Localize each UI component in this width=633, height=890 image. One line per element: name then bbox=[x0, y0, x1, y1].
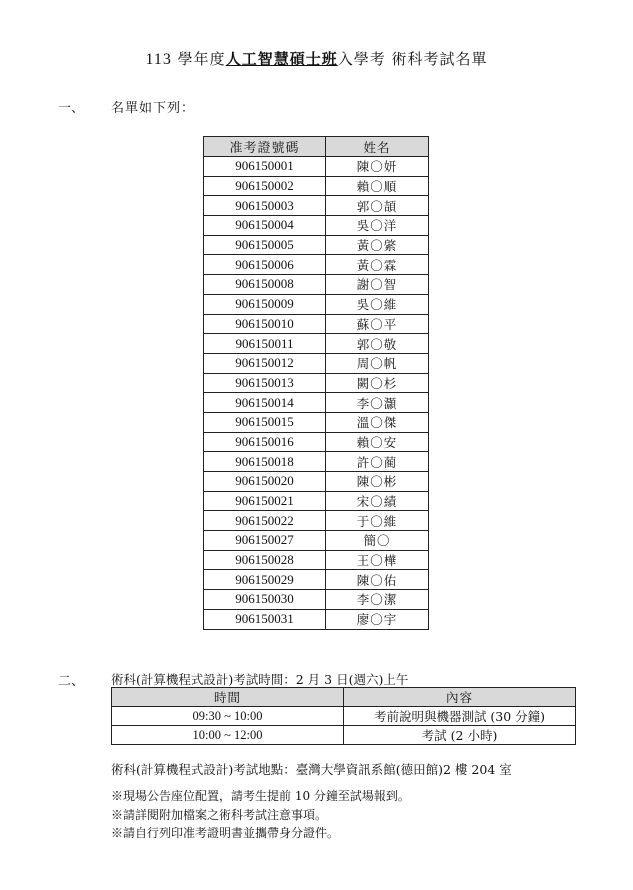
roster-table bbox=[203, 136, 429, 630]
roster-row bbox=[204, 373, 429, 393]
note-item: ※請詳閱附加檔案之術科考試注意事項。 bbox=[111, 807, 328, 822]
note-item: ※請自行列印准考證明書並攜帶身分證件。 bbox=[111, 826, 340, 840]
roster-row bbox=[204, 609, 429, 629]
exam-number-cell: 906150018 bbox=[204, 452, 326, 472]
schedule-header-time: 時間 bbox=[112, 688, 344, 707]
roster-row bbox=[204, 255, 429, 275]
exam-number-cell: 906150011 bbox=[204, 334, 326, 354]
exam-number-cell: 906150031 bbox=[204, 609, 326, 629]
title-prefix: 學年度 bbox=[171, 50, 226, 68]
name-cell: 于〇維 bbox=[326, 511, 429, 531]
exam-time-heading: 術科(計算機程式設計)考試時間：2 月 3 日(週六)上午 bbox=[111, 672, 409, 687]
name-cell: 蘇〇平 bbox=[326, 314, 429, 334]
name-cell: 簡〇 bbox=[326, 531, 429, 551]
name-cell: 陳〇彬 bbox=[326, 472, 429, 492]
roster-row bbox=[204, 491, 429, 511]
note-item: ※現場公告座位配置，請考生提前 10 分鐘至試場報到。 bbox=[111, 789, 410, 803]
exam-number-cell: 906150002 bbox=[204, 176, 326, 196]
exam-number-cell: 906150014 bbox=[204, 393, 326, 413]
name-cell: 陳〇佑 bbox=[326, 570, 429, 590]
section1-heading: 名單如下列： bbox=[111, 101, 196, 116]
name-cell: 吳〇洋 bbox=[326, 216, 429, 236]
name-cell: 李〇灝 bbox=[326, 393, 429, 413]
exam-number-cell: 906150008 bbox=[204, 275, 326, 295]
name-cell: 吳〇維 bbox=[326, 294, 429, 314]
exam-location: 術科(計算機程式設計)考試地點：臺灣大學資訊系館(德田館)2 樓 204 室 bbox=[111, 762, 512, 777]
exam-number-cell: 906150020 bbox=[204, 472, 326, 492]
roster-row bbox=[204, 294, 429, 314]
schedule-header-row bbox=[112, 688, 576, 707]
name-cell: 李〇潔 bbox=[326, 590, 429, 610]
schedule-time: 10:00 ~ 12:00 bbox=[112, 726, 344, 745]
schedule-time: 09:30 ~ 10:00 bbox=[112, 707, 344, 726]
roster-row bbox=[204, 432, 429, 452]
roster-row bbox=[204, 196, 429, 216]
exam-number-cell: 906150001 bbox=[204, 157, 326, 177]
exam-number-cell: 906150021 bbox=[204, 491, 326, 511]
name-cell: 溫〇傑 bbox=[326, 412, 429, 432]
roster-header-id: 准考證號碼 bbox=[204, 137, 326, 157]
roster-row bbox=[204, 472, 429, 492]
page-title bbox=[0, 48, 633, 69]
schedule-row bbox=[112, 726, 576, 745]
name-cell: 黃〇霖 bbox=[326, 255, 429, 275]
section2-number: 二、 bbox=[58, 674, 85, 689]
title-program: 人工智慧碩士班 bbox=[225, 50, 338, 68]
roster-row bbox=[204, 452, 429, 472]
roster-row bbox=[204, 216, 429, 236]
roster-row bbox=[204, 334, 429, 354]
exam-number-cell: 906150006 bbox=[204, 255, 326, 275]
roster-body bbox=[204, 157, 429, 630]
roster-row bbox=[204, 275, 429, 295]
roster-row bbox=[204, 314, 429, 334]
name-cell: 周〇帆 bbox=[326, 353, 429, 373]
exam-number-cell: 906150016 bbox=[204, 432, 326, 452]
title-suffix: 入學考 術科考試名單 bbox=[337, 50, 488, 68]
roster-row bbox=[204, 393, 429, 413]
exam-number-cell: 906150027 bbox=[204, 531, 326, 551]
section1-number: 一、 bbox=[58, 101, 85, 116]
roster-row bbox=[204, 235, 429, 255]
roster-row bbox=[204, 531, 429, 551]
schedule-table bbox=[111, 687, 576, 745]
name-cell: 廖〇宇 bbox=[326, 609, 429, 629]
exam-number-cell: 906150029 bbox=[204, 570, 326, 590]
exam-number-cell: 906150015 bbox=[204, 412, 326, 432]
roster-row bbox=[204, 590, 429, 610]
schedule-header-content: 內容 bbox=[344, 688, 576, 707]
notes-list bbox=[111, 787, 410, 843]
exam-number-cell: 906150022 bbox=[204, 511, 326, 531]
exam-number-cell: 906150009 bbox=[204, 294, 326, 314]
name-cell: 郭〇敬 bbox=[326, 334, 429, 354]
exam-number-cell: 906150010 bbox=[204, 314, 326, 334]
roster-header-row bbox=[204, 137, 429, 157]
exam-number-cell: 906150012 bbox=[204, 353, 326, 373]
name-cell: 賴〇安 bbox=[326, 432, 429, 452]
exam-number-cell: 906150028 bbox=[204, 550, 326, 570]
name-cell: 黃〇綮 bbox=[326, 235, 429, 255]
name-cell: 賴〇順 bbox=[326, 176, 429, 196]
roster-row bbox=[204, 511, 429, 531]
roster-row bbox=[204, 570, 429, 590]
name-cell: 許〇蔺 bbox=[326, 452, 429, 472]
schedule-content: 考前說明與機器測試 (30 分鐘) bbox=[344, 707, 576, 726]
name-cell: 宋〇績 bbox=[326, 491, 429, 511]
roster-row bbox=[204, 353, 429, 373]
schedule-content: 考試 (2 小時) bbox=[344, 726, 576, 745]
name-cell: 王〇樺 bbox=[326, 550, 429, 570]
roster-header-name: 姓名 bbox=[326, 137, 429, 157]
exam-number-cell: 906150030 bbox=[204, 590, 326, 610]
exam-number-cell: 906150005 bbox=[204, 235, 326, 255]
schedule-row bbox=[112, 707, 576, 726]
title-year: 113 bbox=[145, 51, 172, 68]
name-cell: 謝〇智 bbox=[326, 275, 429, 295]
name-cell: 陳〇妍 bbox=[326, 157, 429, 177]
roster-row bbox=[204, 176, 429, 196]
name-cell: 闕〇杉 bbox=[326, 373, 429, 393]
name-cell: 郭〇頡 bbox=[326, 196, 429, 216]
exam-number-cell: 906150003 bbox=[204, 196, 326, 216]
exam-number-cell: 906150013 bbox=[204, 373, 326, 393]
roster-row bbox=[204, 550, 429, 570]
exam-number-cell: 906150004 bbox=[204, 216, 326, 236]
roster-row bbox=[204, 157, 429, 177]
roster-row bbox=[204, 412, 429, 432]
